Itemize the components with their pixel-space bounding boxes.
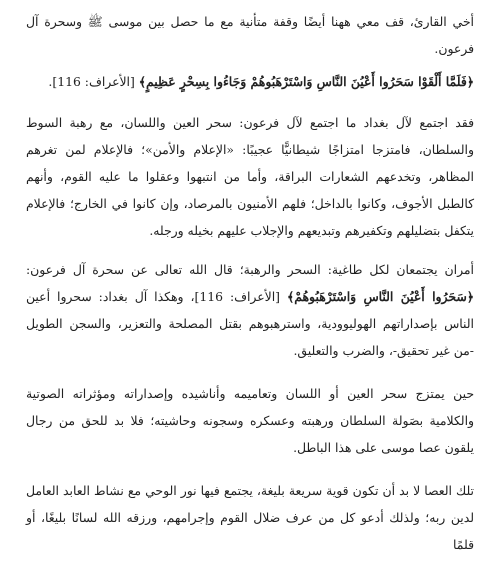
paragraph-two-matters [26,256,474,364]
paragraph-staff-of-moses [26,380,474,461]
paragraph-call-to-action [26,477,474,558]
quran-verse: ﴿فَلَمَّا أَلْقَوْا سَحَرُوا أَعْيُنَ النَّاسِ وَاسْتَرْهَبُوهُمْ وَجَاءُوا بِسِحْرٍ عَظِيمٍ﴾ [138,74,474,89]
paragraph-text: أخي القارئ، قف معي ههنا أيضًا وقفة متأنية مع ما حصل بين موسى ﷺ وسحرة آل فرعون. [26,14,474,56]
paragraph-text: فقد اجتمع لآل بغداد ما اجتمع لآل فرعون: سحر العين واللسان، مع رهبة السوط والسلطان، فامتزجا امتزاجًا شيطانيًّا عجيبًا: «الإعلام والأمن»؛ فالإعلام لمن تغرهم المظاهر، وتخدعهم الشعارات البراقة، وأما من انتبهوا وعقلوا ما عليه القوم، وأنهم كالطبل الأجوف، وكانوا بالداخل؛ فلهم الأمنيون بالمرصاد، وإن كانوا في الخارج؛ فالإعلام يتكفل بتضليلهم وتكفيرهم وتبديعهم والإجلاب عليهم بخيله ورجله. [26,115,474,238]
verse-reference: [الأعراف: 116]. [48,74,139,89]
paragraph-text: تلك العصا لا بد أن تكون قوية سريعة بليغة، يجتمع فيها نور الوحي مع نشاط العابد العامل لدين ربه؛ ولذلك أدعو كل من عرف ضلال القوم وإجرامهم، ورزقه الله لسانًا بليغًا، أو قلمًا [26,483,474,552]
paragraph-text: أمران يجتمعان لكل طاغية: السحر والرهبة؛ قال الله تعالى عن سحرة آل فرعون: [26,262,474,277]
quran-verse-block [26,68,474,95]
paragraph-baghdad-pharaoh [26,109,474,244]
paragraph-intro [26,8,474,62]
paragraph-text: حين يمتزج سحر العين أو اللسان وتعاميمه وأناشيده وإصداراته ومؤثراته الصوتية والكلامية بصَولة السلطان ورهبته وعسكره وسجونه وحاشيته؛ فلا بد للحق من رجال يلقون عصا موسى على هذا الباطل. [26,386,474,455]
quran-verse-inline: ﴿سَحَرُوا أَعْيُنَ النَّاسِ وَاسْتَرْهَبُوهُمْ﴾ [287,289,475,304]
paragraph-text: [الأعراف: 116]، وهكذا آل بغداد: سحروا أعين الناس بإصداراتهم الهوليوودية، واسترهبوهم بقتل المصلحة والتعزير، والسجن الطويل -من غير تحقيق-، والضرب والتعليق. [26,289,474,358]
